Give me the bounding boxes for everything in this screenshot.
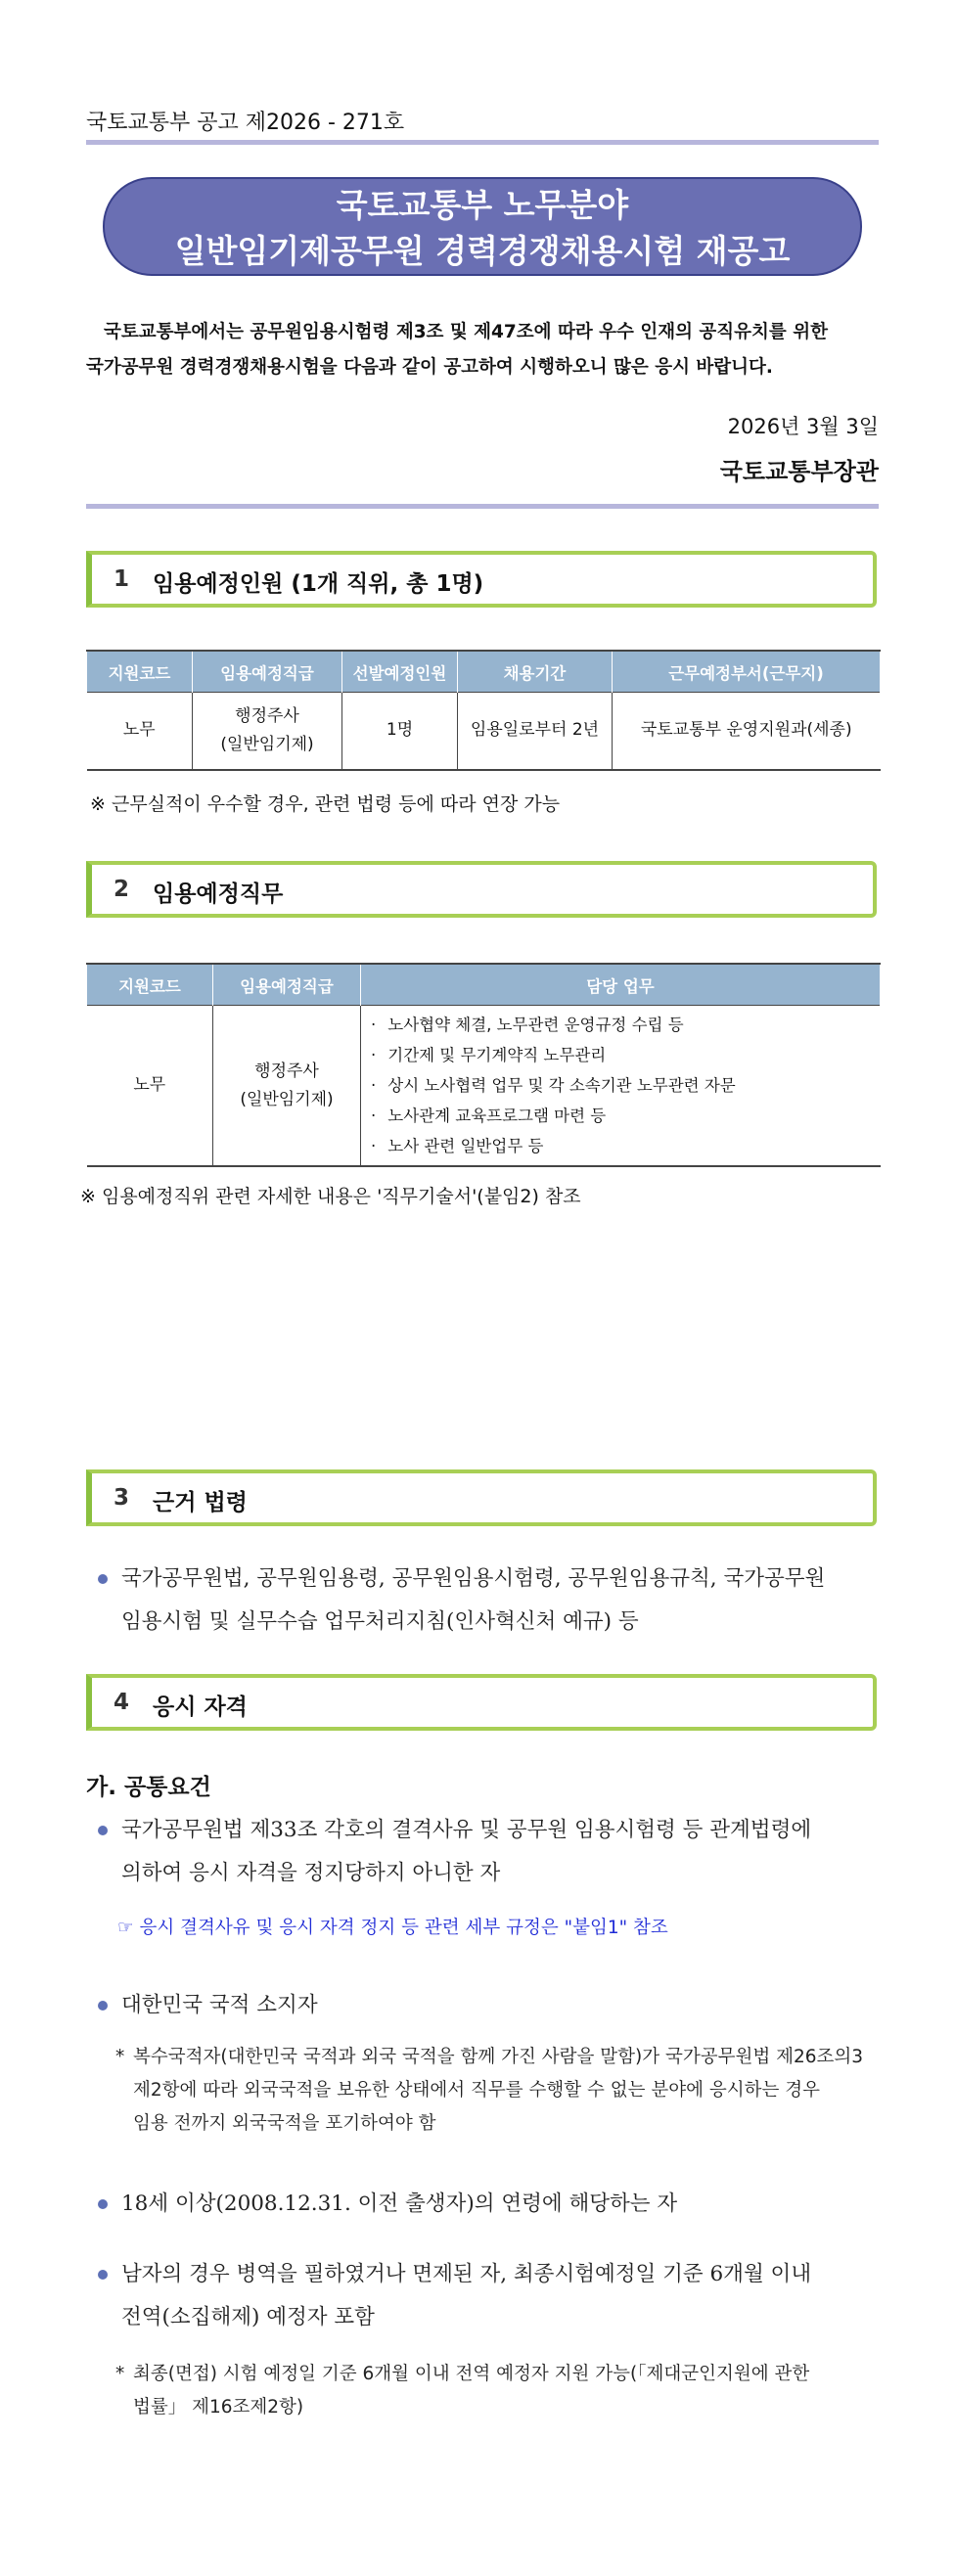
- requirement-line: 18세 이상(2008.12.31. 이전 출생자)의 연령에 해당하는 자: [121, 2192, 678, 2216]
- section1-note: ※ 근무실적이 우수할 경우, 관련 법령 등에 따라 연장 가능: [90, 793, 561, 815]
- grade-line-1: 행정주사: [254, 1061, 319, 1081]
- bullet-icon: [98, 1574, 108, 1584]
- announcement-date: 2026년 3월 3일: [727, 415, 879, 438]
- grade-line-2: (일반임기제): [240, 1089, 334, 1109]
- column-header: 지원코드: [87, 964, 213, 1006]
- grade-line-2: (일반임기제): [220, 734, 314, 754]
- asterisk-icon: *: [115, 2047, 125, 2067]
- subheading-common-requirements: 가. 공통요건: [86, 1775, 211, 1800]
- nationality-note: [115, 2041, 881, 2141]
- note-line: 최종(면접) 시험 예정일 기준 6개월 이내 전역 예정자 지원 가능(「제대군인지원에 관한: [133, 2364, 810, 2384]
- duty-item: · 노사 관련 일반업무 등: [371, 1131, 871, 1161]
- asterisk-icon: *: [115, 2364, 125, 2384]
- table-row: [87, 693, 881, 770]
- divider: [86, 140, 879, 145]
- section-number: 1: [114, 566, 130, 592]
- military-note: [115, 2358, 881, 2424]
- note-line: 복수국적자(대한민국 국적과 외국 국적을 함께 가진 사람을 말함)가 국가공무원법 제26조의3: [133, 2047, 864, 2067]
- section2-note: ※ 임용예정직위 관련 자세한 내용은 '직무기술서'(붙임2) 참조: [80, 1186, 581, 1207]
- note-line: 법률」 제16조제2항): [133, 2397, 304, 2418]
- cell-grade: [193, 693, 342, 770]
- intro-line-2: 국가공무원 경력경쟁채용시험을 다음과 같이 공고하여 시행하오니 많은 응시 바랍니다.: [86, 357, 773, 378]
- duty-item: · 노사관계 교육프로그램 마련 등: [371, 1101, 871, 1131]
- legal-basis-item: [98, 1558, 881, 1644]
- note-line: 임용 전까지 외국국적을 포기하여야 함: [133, 2113, 436, 2134]
- duty-item: · 상시 노사협력 업무 및 각 소속기관 노무관련 자문: [371, 1070, 871, 1101]
- requirement-line: 남자의 경우 병역을 필하였거나 면제된 자, 최종시험예정일 기준 6개월 이내: [121, 2262, 812, 2286]
- divider: [86, 504, 879, 509]
- section-header-3: [86, 1469, 877, 1526]
- note-line: 제2항에 따라 외국국적을 보유한 상태에서 직무를 수행할 수 없는 분야에 응시하는 경우: [133, 2080, 820, 2101]
- intro-paragraph: [86, 315, 879, 385]
- requirement-item: [98, 1809, 881, 1895]
- section-title: 응시 자격: [153, 1695, 248, 1720]
- column-header: 채용기간: [458, 651, 613, 693]
- bullet-icon: [98, 1826, 108, 1835]
- duty-item: · 노사협약 체결, 노무관련 운영규정 수립 등: [371, 1010, 871, 1040]
- bullet-icon: [98, 2270, 108, 2280]
- cell-code: 노무: [87, 693, 193, 770]
- column-header: 선발예정인원: [342, 651, 458, 693]
- section-title: 임용예정인원 (1개 직위, 총 1명): [153, 571, 484, 597]
- reference-note: ☞ 응시 결격사유 및 응시 자격 정지 등 관련 세부 규정은 "붙임1" 참조: [117, 1918, 668, 1938]
- legal-basis-line-2: 임용시험 및 실무수습 업무처리지침(인사혁신처 예규) 등: [121, 1609, 639, 1634]
- requirement-line: 의하여 응시 자격을 정지당하지 아니한 자: [121, 1861, 501, 1885]
- cell-period: 임용일로부터 2년: [458, 693, 613, 770]
- section-number: 4: [114, 1690, 130, 1715]
- section-title: 임용예정직무: [153, 881, 284, 907]
- announcement-title: [103, 177, 862, 276]
- section-header-2: [86, 861, 877, 918]
- duty-item: · 기간제 및 무기계약직 노무관리: [371, 1040, 871, 1070]
- requirement-line: 국가공무원법 제33조 각호의 결격사유 및 공무원 임용시험령 등 관계법령에: [121, 1818, 812, 1842]
- section-header-4: [86, 1674, 877, 1731]
- table-header-row: [87, 651, 881, 693]
- bullet-icon: [98, 2001, 108, 2011]
- column-header: 근무예정부서(근무지): [613, 651, 881, 693]
- title-line-1: 국토교통부 노무분야: [336, 186, 629, 224]
- column-header: 임용예정직급: [193, 651, 342, 693]
- document-number: 국토교통부 공고 제2026 - 271호: [86, 111, 405, 135]
- grade-line-1: 행정주사: [235, 705, 299, 726]
- cell-grade: [213, 1006, 361, 1167]
- requirement-item: [98, 1984, 881, 2027]
- table-header-row: [87, 964, 881, 1006]
- duties-table: [86, 963, 881, 1167]
- cell-code: 노무: [87, 1006, 213, 1167]
- column-header: 임용예정직급: [213, 964, 361, 1006]
- cell-count: 1명: [342, 693, 458, 770]
- column-header: 담당 업무: [361, 964, 881, 1006]
- requirement-item: [98, 2183, 881, 2226]
- cell-dept: 국토교통부 운영지원과(세종): [613, 693, 881, 770]
- section-header-1: [86, 551, 877, 608]
- table-row: [87, 1006, 881, 1167]
- title-line-2: 일반임기제공무원 경력경쟁채용시험 재공고: [174, 232, 791, 270]
- section-number: 2: [114, 877, 130, 902]
- section-title: 근거 법령: [153, 1490, 248, 1515]
- cell-duties: [361, 1006, 881, 1167]
- requirement-line: 대한민국 국적 소지자: [121, 1993, 318, 2017]
- section-number: 3: [114, 1485, 130, 1511]
- issuer-name: 국토교통부장관: [719, 458, 879, 485]
- legal-basis-line-1: 국가공무원법, 공무원임용령, 공무원임용시험령, 공무원임용규칙, 국가공무원: [121, 1566, 826, 1591]
- requirement-item: [98, 2253, 881, 2339]
- recruitment-table: [86, 650, 881, 771]
- requirement-line: 전역(소집해제) 예정자 포함: [121, 2305, 375, 2329]
- intro-line-1: 국토교통부에서는 공무원임용시험령 제3조 및 제47조에 따라 우수 인재의 공직유치를 위한: [104, 322, 828, 342]
- bullet-icon: [98, 2199, 108, 2209]
- column-header: 지원코드: [87, 651, 193, 693]
